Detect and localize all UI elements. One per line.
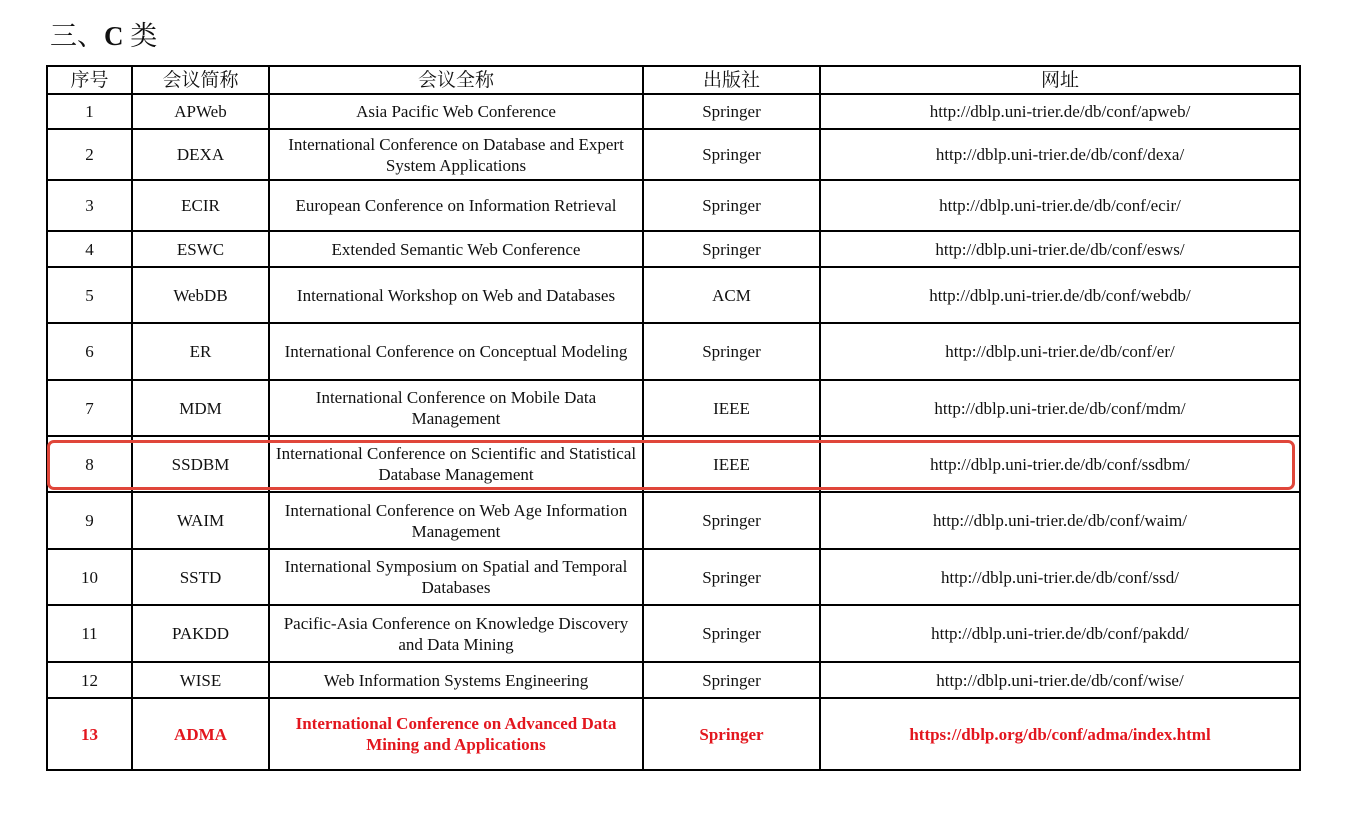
row-no: 1 [47,94,132,129]
row-abbr: ER [132,323,269,380]
row-publisher: Springer [643,94,820,129]
row-publisher: IEEE [643,380,820,436]
row-url[interactable]: http://dblp.uni-trier.de/db/conf/dexa/ [820,129,1300,180]
row-url[interactable]: http://dblp.uni-trier.de/db/conf/er/ [820,323,1300,380]
row-url[interactable]: http://dblp.uni-trier.de/db/conf/pakdd/ [820,605,1300,662]
row-publisher: Springer [643,231,820,267]
row-full-name: International Workshop on Web and Databases [269,267,643,323]
row-full-name: Web Information Systems Engineering [269,662,643,698]
row-no: 6 [47,323,132,380]
row-no: 7 [47,380,132,436]
row-url[interactable]: http://dblp.uni-trier.de/db/conf/mdm/ [820,380,1300,436]
row-url[interactable]: http://dblp.uni-trier.de/db/conf/ssd/ [820,549,1300,605]
row-abbr: MDM [132,380,269,436]
row-publisher: Springer [643,605,820,662]
row-publisher: Springer [643,549,820,605]
row-abbr: SSDBM [132,436,269,492]
heading-category: C [104,21,124,51]
table-row-new-entry [47,698,1300,770]
row-no: 5 [47,267,132,323]
row-full-name: International Conference on Advanced Data Mining and Applications [269,698,643,770]
row-no: 3 [47,180,132,231]
row-publisher: Springer [643,492,820,549]
row-no: 9 [47,492,132,549]
row-url[interactable]: http://dblp.uni-trier.de/db/conf/ecir/ [820,180,1300,231]
conference-table [46,65,1301,771]
row-publisher: ACM [643,267,820,323]
table-row [47,180,1300,231]
row-publisher: Springer [643,180,820,231]
row-full-name: International Symposium on Spatial and Temporal Databases [269,549,643,605]
row-url[interactable]: http://dblp.uni-trier.de/db/conf/waim/ [820,492,1300,549]
row-url[interactable]: https://dblp.org/db/conf/adma/index.html [820,698,1300,770]
row-abbr: ECIR [132,180,269,231]
row-full-name: Asia Pacific Web Conference [269,94,643,129]
row-abbr: DEXA [132,129,269,180]
row-publisher: Springer [643,662,820,698]
header-abbr: 会议简称 [132,66,269,94]
table-row [47,267,1300,323]
row-publisher: Springer [643,698,820,770]
table-row [47,662,1300,698]
row-full-name: European Conference on Information Retrieval [269,180,643,231]
row-abbr: WISE [132,662,269,698]
table-row [47,380,1300,436]
table-row [47,323,1300,380]
table-row [47,492,1300,549]
row-abbr: PAKDD [132,605,269,662]
row-full-name: International Conference on Conceptual Modeling [269,323,643,380]
row-abbr: ADMA [132,698,269,770]
row-publisher: Springer [643,323,820,380]
row-no: 4 [47,231,132,267]
table-row [47,605,1300,662]
row-full-name: Extended Semantic Web Conference [269,231,643,267]
header-no: 序号 [47,66,132,94]
row-abbr: ESWC [132,231,269,267]
header-url: 网址 [820,66,1300,94]
row-no: 8 [47,436,132,492]
row-full-name: International Conference on Web Age Information Management [269,492,643,549]
table-row [47,549,1300,605]
table-row [47,231,1300,267]
row-url[interactable]: http://dblp.uni-trier.de/db/conf/ssdbm/ [820,436,1300,492]
header-publisher: 出版社 [643,66,820,94]
row-full-name: International Conference on Mobile Data Management [269,380,643,436]
section-heading [50,18,157,54]
row-no: 2 [47,129,132,180]
row-abbr: SSTD [132,549,269,605]
row-url[interactable]: http://dblp.uni-trier.de/db/conf/wise/ [820,662,1300,698]
row-full-name: International Conference on Scientific and Statistical Database Management [269,436,643,492]
table-row [47,129,1300,180]
row-full-name: International Conference on Database and Expert System Applications [269,129,643,180]
row-no: 12 [47,662,132,698]
row-url[interactable]: http://dblp.uni-trier.de/db/conf/apweb/ [820,94,1300,129]
row-publisher: IEEE [643,436,820,492]
header-full-name: 会议全称 [269,66,643,94]
heading-prefix: 三、 [50,21,104,51]
table-row-highlighted [47,436,1300,492]
row-no: 11 [47,605,132,662]
heading-suffix: 类 [123,21,158,51]
row-abbr: WebDB [132,267,269,323]
row-no: 13 [47,698,132,770]
row-no: 10 [47,549,132,605]
table-header-row [47,66,1300,94]
row-full-name: Pacific-Asia Conference on Knowledge Discovery and Data Mining [269,605,643,662]
row-publisher: Springer [643,129,820,180]
row-abbr: WAIM [132,492,269,549]
row-url[interactable]: http://dblp.uni-trier.de/db/conf/webdb/ [820,267,1300,323]
row-url[interactable]: http://dblp.uni-trier.de/db/conf/esws/ [820,231,1300,267]
row-abbr: APWeb [132,94,269,129]
table-row [47,94,1300,129]
